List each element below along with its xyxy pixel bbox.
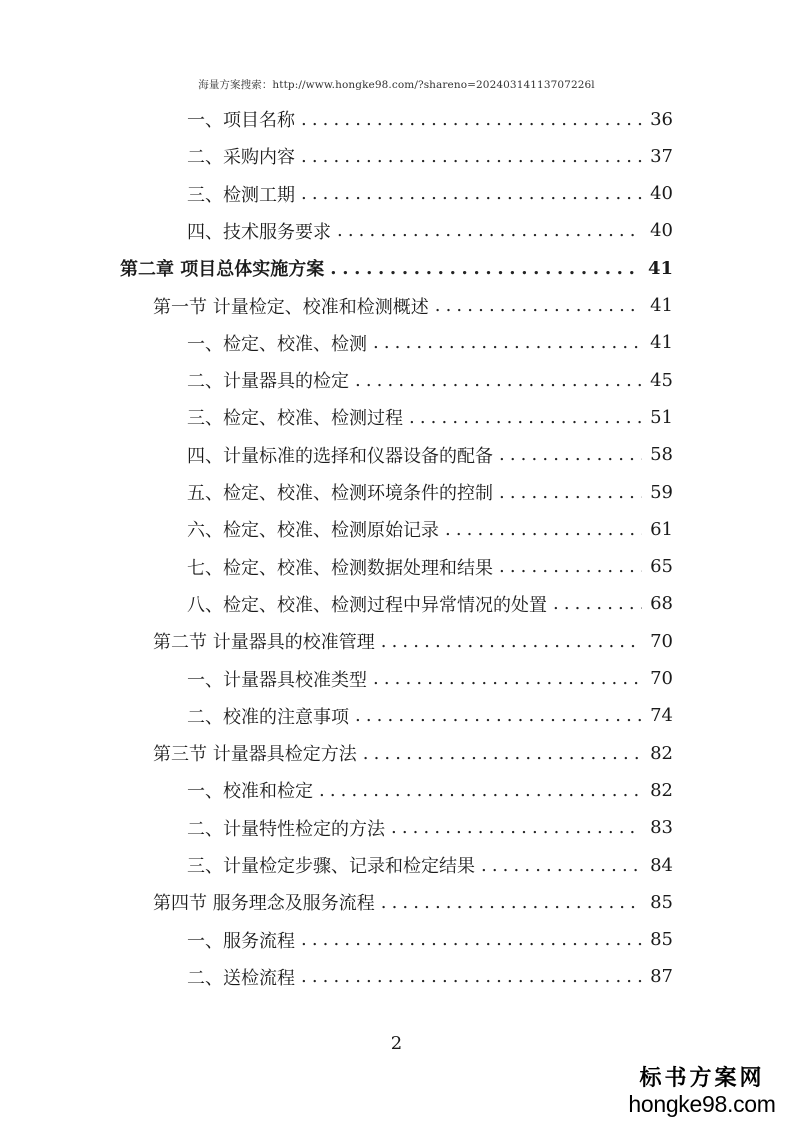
toc-leader-dots [330,258,640,279]
toc-entry[interactable] [187,399,673,435]
toc-entry-page: 40 [650,183,673,205]
toc-entry[interactable] [187,922,673,958]
toc-entry-label: 二、计量器具的检定 [187,371,349,393]
toc-entry-label: 七、检定、校准、检测数据处理和结果 [187,557,493,579]
toc-entry-label: 三、检测工期 [187,184,295,206]
toc-entry-page: 87 [650,966,673,988]
toc-entry-page: 85 [650,929,673,951]
toc-entry[interactable] [187,474,673,510]
toc-entry-page: 41 [650,332,673,354]
toc-leader-dots [301,109,642,130]
toc-leader-dots [553,593,642,614]
toc-leader-dots [409,407,642,428]
toc-entry[interactable] [187,511,673,547]
toc-entry-label: 三、计量检定步骤、记录和检定结果 [187,856,475,877]
toc-entry[interactable] [120,250,673,286]
toc-leader-dots [355,705,642,726]
toc-leader-dots [381,631,642,652]
toc-entry[interactable] [153,623,673,659]
page-number: 2 [390,1033,403,1054]
toc-entry-label: 六、检定、校准、检测原始记录 [187,520,439,542]
toc-entry[interactable] [187,698,673,734]
toc-entry[interactable] [187,437,673,473]
brand-watermark [627,1064,777,1116]
toc-entry-label: 一、服务流程 [187,930,295,952]
toc-entry-page: 41 [650,295,673,316]
toc-entry[interactable] [187,661,673,697]
toc-entry-page: 74 [650,705,673,727]
toc-entry[interactable] [187,549,673,585]
toc-entry-label: 五、检定、校准、检测环境条件的控制 [187,483,493,504]
toc-entry-page: 82 [650,779,673,801]
toc-entry-page: 59 [650,481,673,503]
toc-leader-dots [481,855,642,876]
toc-entry[interactable] [187,847,673,883]
toc-entry[interactable] [187,772,673,808]
toc-entry-page: 41 [647,257,673,279]
toc-leader-dots [381,892,642,913]
toc-leader-dots [445,519,642,540]
toc-entry-page: 82 [650,742,673,764]
toc-entry-page: 61 [650,518,673,540]
toc-entry[interactable] [153,884,673,920]
toc-entry-page: 45 [650,369,673,391]
toc-entry-page: 37 [650,145,673,167]
toc-leader-dots [499,444,642,465]
toc-entry[interactable] [153,735,673,771]
toc-leader-dots [373,332,642,353]
toc-entry[interactable] [187,959,673,995]
toc-entry-label: 二、送检流程 [187,967,295,989]
toc-leader-dots [499,482,642,503]
toc-leader-dots [499,556,642,577]
toc-entry-label: 四、技术服务要求 [187,221,331,243]
toc-leader-dots [337,220,642,241]
toc-leader-dots [391,817,642,838]
toc-leader-dots [319,780,642,801]
toc-entry-label: 四、计量标准的选择和仪器设备的配备 [187,445,493,467]
toc-entry-label: 第一节 计量检定、校准和检测概述 [153,296,429,318]
watermark-brand-cn: 标书方案网 [639,1065,765,1091]
toc-entry-label: 第三节 计量器具检定方法 [153,744,357,766]
toc-entry-label: 第四节 服务理念及服务流程 [153,893,375,915]
toc-entry-page: 68 [650,593,673,615]
toc-entry-page: 51 [650,406,673,428]
toc-entry-label: 第二节 计量器具的校准管理 [153,632,375,654]
toc-leader-dots [435,295,642,316]
toc-entry[interactable] [187,362,673,398]
toc-entry-label: 三、检定、校准、检测过程 [187,408,403,430]
toc-entry-label: 二、计量特性检定的方法 [187,818,385,840]
toc-entry-page: 85 [650,891,673,913]
toc-entry-page: 58 [650,444,673,466]
toc-entry[interactable] [153,288,673,324]
toc-entry-page: 70 [650,630,673,652]
toc-entry-page: 84 [650,854,673,876]
toc-leader-dots [301,966,642,987]
toc-entry[interactable] [187,586,673,622]
toc-entry-page: 65 [650,556,673,578]
toc-entry-page: 83 [650,817,673,839]
toc-entry-label: 一、项目名称 [187,110,295,131]
toc-entry-label: 二、校准的注意事项 [187,706,349,728]
toc-leader-dots [301,183,642,204]
toc-entry[interactable] [187,176,673,212]
toc-entry-label: 八、检定、校准、检测过程中异常情况的处置 [187,594,547,616]
toc-entry[interactable] [187,810,673,846]
header-search-url: 海量方案搜索：http://www.hongke98.com/?shareno=20240314113707226l [198,79,595,91]
toc-entry-label: 第二章 项目总体实施方案 [120,259,325,281]
toc-entry-label: 一、检定、校准、检测 [187,333,367,355]
toc-entry-page: 70 [650,668,673,689]
toc-leader-dots [363,743,642,764]
toc-entry-page: 40 [650,220,673,242]
watermark-brand-en: hongke98.com [628,1091,776,1117]
toc-entry[interactable] [187,138,673,174]
toc-leader-dots [373,668,642,689]
toc-entry[interactable] [187,325,673,361]
toc-leader-dots [301,929,642,950]
toc-entry[interactable] [187,213,673,249]
toc-leader-dots [301,146,642,167]
toc-entry[interactable] [187,101,673,137]
toc-leader-dots [355,370,642,391]
toc-entry-label: 一、校准和检定 [187,781,313,803]
toc-entry-page: 36 [650,108,673,130]
toc-entry-label: 二、采购内容 [187,147,295,169]
toc-entry-label: 一、计量器具校准类型 [187,669,367,691]
